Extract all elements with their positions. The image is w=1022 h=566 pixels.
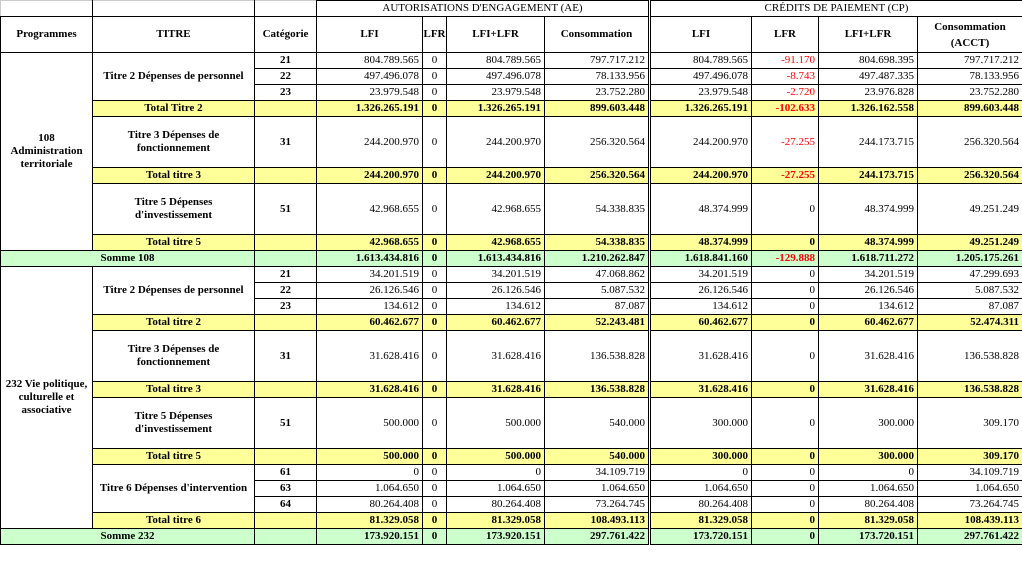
cell-ae-cons: 5.087.532 [545,283,650,299]
table-row [1,398,1022,449]
cell-ae-lfr: 0 [423,382,447,398]
cell-ae-tot: 1.064.650 [447,481,545,497]
cell-ae-lfr: 0 [423,184,447,235]
cell-ae-cons: 540.000 [545,398,650,449]
cell-ae-lfr: 0 [423,69,447,85]
cell-cp-lfi: 173.720.151 [650,529,752,545]
cell-cp-cons: 73.264.745 [918,497,1022,513]
cell-cp-tot: 23.976.828 [819,85,918,101]
cell-ae-lfi: 1.326.265.191 [317,101,423,117]
cell-ae-tot: 134.612 [447,299,545,315]
cell-cp-lfr: 0 [752,184,819,235]
col-cp-lfi: LFI [650,17,752,53]
program-label: 232 Vie politique, culturelle et associative [1,267,93,529]
cell-cp-lfi: 23.979.548 [650,85,752,101]
cell-ae-cons: 256.320.564 [545,168,650,184]
sum-label: Somme 108 [1,251,255,267]
cell-cp-lfr: -8.743 [752,69,819,85]
cell-ae-tot: 804.789.565 [447,53,545,69]
cell-ae-cons: 54.338.835 [545,184,650,235]
cell-cp-lfi: 134.612 [650,299,752,315]
cell-cp-lfi: 0 [650,465,752,481]
cell-cp-tot: 300.000 [819,449,918,465]
cell-ae-lfr: 0 [423,331,447,382]
cell-ae-lfi: 31.628.416 [317,331,423,382]
total-row [1,235,1022,251]
cell-ae-tot: 42.968.655 [447,184,545,235]
cell-cp-lfr: -129.888 [752,251,819,267]
cell-cp-tot: 34.201.519 [819,267,918,283]
cell-ae-tot: 80.264.408 [447,497,545,513]
sum-label: Somme 232 [1,529,255,545]
cell-ae-tot: 244.200.970 [447,168,545,184]
cell-cp-lfr: -91.170 [752,53,819,69]
cell-ae-lfi: 173.920.151 [317,529,423,545]
total-label: Total titre 3 [93,168,255,184]
cell-ae-lfi: 60.462.677 [317,315,423,331]
cell-ae-cons: 540.000 [545,449,650,465]
col-programmes: Programmes [1,17,93,53]
cell-cp-lfr: 0 [752,529,819,545]
total-category [255,513,317,529]
cell-cp-tot: 244.173.715 [819,117,918,168]
total-category [255,449,317,465]
cell-ae-lfr: 0 [423,85,447,101]
cell-cp-tot: 497.487.335 [819,69,918,85]
cell-ae-lfr: 0 [423,101,447,117]
cell-ae-tot: 1.326.265.191 [447,101,545,117]
titre-label: Titre 3 Dépenses de fonctionnement [93,331,255,382]
category-code: 51 [255,398,317,449]
cell-ae-tot: 31.628.416 [447,382,545,398]
cell-ae-lfi: 500.000 [317,449,423,465]
total-row [1,449,1022,465]
cell-cp-lfr: 0 [752,382,819,398]
col-categorie: Catégorie [255,17,317,53]
cell-cp-lfi: 244.200.970 [650,117,752,168]
cell-ae-tot: 497.496.078 [447,69,545,85]
cell-ae-tot: 42.968.655 [447,235,545,251]
cell-cp-tot: 300.000 [819,398,918,449]
category-code: 22 [255,283,317,299]
cell-ae-tot: 500.000 [447,398,545,449]
total-category [255,315,317,331]
cell-ae-lfr: 0 [423,251,447,267]
category-code: 31 [255,331,317,382]
cell-cp-tot: 244.173.715 [819,168,918,184]
cell-cp-cons: 309.170 [918,398,1022,449]
titre-label: Titre 5 Dépenses d'investissement [93,398,255,449]
cell-ae-lfi: 81.329.058 [317,513,423,529]
cell-cp-lfr: -27.255 [752,117,819,168]
cell-ae-lfi: 42.968.655 [317,235,423,251]
cell-cp-lfi: 48.374.999 [650,235,752,251]
cell-ae-lfi: 1.064.650 [317,481,423,497]
cell-cp-tot: 173.720.151 [819,529,918,545]
cell-ae-lfi: 0 [317,465,423,481]
cell-cp-tot: 81.329.058 [819,513,918,529]
column-header-row [1,17,1022,53]
cell-ae-tot: 26.126.546 [447,283,545,299]
total-category [255,382,317,398]
cell-cp-tot: 48.374.999 [819,235,918,251]
program-label: 108 Administration territoriale [1,53,93,251]
cell-ae-tot: 1.613.434.816 [447,251,545,267]
total-label: Total titre 2 [93,315,255,331]
cell-cp-lfi: 26.126.546 [650,283,752,299]
cell-ae-lfr: 0 [423,299,447,315]
cell-cp-lfi: 31.628.416 [650,331,752,382]
cell-ae-cons: 136.538.828 [545,382,650,398]
cell-ae-lfr: 0 [423,529,447,545]
cell-cp-tot: 804.698.395 [819,53,918,69]
col-ae-lfi: LFI [317,17,423,53]
cell-cp-cons: 797.717.212 [918,53,1022,69]
cell-cp-lfr: 0 [752,267,819,283]
table-row [1,267,1022,283]
cell-cp-cons: 136.538.828 [918,331,1022,382]
cell-cp-lfr: 0 [752,235,819,251]
cell-cp-lfi: 48.374.999 [650,184,752,235]
cell-cp-cons: 49.251.249 [918,184,1022,235]
cell-ae-lfr: 0 [423,267,447,283]
cell-ae-cons: 52.243.481 [545,315,650,331]
cell-cp-cons: 87.087 [918,299,1022,315]
cell-ae-lfr: 0 [423,513,447,529]
cell-cp-lfr: 0 [752,398,819,449]
category-code: 23 [255,85,317,101]
program-sum-row [1,529,1022,545]
cell-cp-lfr: -27.255 [752,168,819,184]
cell-ae-lfi: 26.126.546 [317,283,423,299]
cell-cp-lfr: 0 [752,513,819,529]
cell-ae-cons: 797.717.212 [545,53,650,69]
category-code: 64 [255,497,317,513]
category-code: 22 [255,69,317,85]
cell-cp-lfi: 1.618.841.160 [650,251,752,267]
cell-cp-lfi: 300.000 [650,449,752,465]
cell-cp-cons: 47.299.693 [918,267,1022,283]
cell-ae-tot: 60.462.677 [447,315,545,331]
cell-ae-cons: 47.068.862 [545,267,650,283]
cell-cp-cons: 136.538.828 [918,382,1022,398]
cell-cp-cons: 5.087.532 [918,283,1022,299]
cell-ae-tot: 81.329.058 [447,513,545,529]
category-code: 31 [255,117,317,168]
cell-ae-lfr: 0 [423,465,447,481]
cell-cp-lfr: 0 [752,315,819,331]
cell-ae-lfr: 0 [423,235,447,251]
cell-ae-tot: 244.200.970 [447,117,545,168]
cell-cp-cons: 256.320.564 [918,117,1022,168]
cell-cp-lfr: 0 [752,465,819,481]
cell-ae-lfr: 0 [423,449,447,465]
cell-cp-cons: 309.170 [918,449,1022,465]
cell-cp-lfi: 804.789.565 [650,53,752,69]
col-cp-lfr: LFR [752,17,819,53]
table-row [1,331,1022,382]
total-label: Total titre 5 [93,235,255,251]
cell-cp-lfr: 0 [752,481,819,497]
cell-ae-lfr: 0 [423,315,447,331]
col-titre: TITRE [93,17,255,53]
category-code: 63 [255,481,317,497]
cell-cp-lfr: -2.720 [752,85,819,101]
cell-cp-tot: 26.126.546 [819,283,918,299]
cell-cp-tot: 31.628.416 [819,331,918,382]
total-row [1,101,1022,117]
total-category [255,235,317,251]
total-row [1,382,1022,398]
cell-cp-tot: 134.612 [819,299,918,315]
cell-cp-cons: 49.251.249 [918,235,1022,251]
table-row [1,117,1022,168]
cell-cp-lfi: 244.200.970 [650,168,752,184]
cell-ae-tot: 500.000 [447,449,545,465]
cell-ae-lfr: 0 [423,283,447,299]
titre-label: Titre 2 Dépenses de personnel [93,267,255,315]
titre-label: Titre 5 Dépenses d'investissement [93,184,255,235]
category-code: 61 [255,465,317,481]
titre-label: Titre 2 Dépenses de personnel [93,53,255,101]
cell-ae-lfi: 23.979.548 [317,85,423,101]
cell-cp-cons: 108.439.113 [918,513,1022,529]
col-ae-conso: Consommation [545,17,650,53]
total-label: Total titre 6 [93,513,255,529]
cell-ae-lfr: 0 [423,117,447,168]
cell-cp-lfi: 34.201.519 [650,267,752,283]
cp-group-header: CRÉDITS DE PAIEMENT (CP) [650,1,1022,17]
cell-ae-lfi: 497.496.078 [317,69,423,85]
cell-cp-cons: 78.133.956 [918,69,1022,85]
cell-ae-cons: 899.603.448 [545,101,650,117]
category-code: 21 [255,267,317,283]
total-row [1,513,1022,529]
cell-ae-lfi: 500.000 [317,398,423,449]
cell-cp-cons: 297.761.422 [918,529,1022,545]
cell-ae-lfr: 0 [423,398,447,449]
cell-ae-cons: 1.210.262.847 [545,251,650,267]
cell-ae-tot: 34.201.519 [447,267,545,283]
cell-cp-tot: 48.374.999 [819,184,918,235]
cell-cp-cons: 52.474.311 [918,315,1022,331]
cell-ae-lfi: 31.628.416 [317,382,423,398]
cell-cp-tot: 80.264.408 [819,497,918,513]
cell-ae-cons: 136.538.828 [545,331,650,382]
cell-ae-lfi: 42.968.655 [317,184,423,235]
cell-ae-cons: 108.493.113 [545,513,650,529]
col-cp-lfi-lfr: LFI+LFR [819,17,918,53]
category-code: 23 [255,299,317,315]
cell-cp-tot: 31.628.416 [819,382,918,398]
cell-ae-tot: 23.979.548 [447,85,545,101]
category-code: 51 [255,184,317,235]
cell-cp-cons: 256.320.564 [918,168,1022,184]
table-row [1,184,1022,235]
cell-cp-lfr: 0 [752,497,819,513]
table-row [1,465,1022,481]
cell-cp-lfi: 31.628.416 [650,382,752,398]
cell-cp-lfi: 1.064.650 [650,481,752,497]
cell-ae-tot: 0 [447,465,545,481]
cell-ae-lfr: 0 [423,481,447,497]
cell-ae-lfr: 0 [423,168,447,184]
cell-ae-tot: 31.628.416 [447,331,545,382]
total-row [1,168,1022,184]
cell-ae-cons: 256.320.564 [545,117,650,168]
sum-category [255,251,317,267]
cell-ae-lfi: 244.200.970 [317,168,423,184]
total-row [1,315,1022,331]
sum-category [255,529,317,545]
cell-cp-tot: 1.326.162.558 [819,101,918,117]
cell-ae-lfi: 34.201.519 [317,267,423,283]
titre-label: Titre 3 Dépenses de fonctionnement [93,117,255,168]
cell-ae-lfi: 80.264.408 [317,497,423,513]
category-code: 21 [255,53,317,69]
cell-cp-lfi: 497.496.078 [650,69,752,85]
cell-ae-lfi: 134.612 [317,299,423,315]
cell-ae-lfi: 244.200.970 [317,117,423,168]
cell-cp-lfr: 0 [752,299,819,315]
cell-ae-cons: 78.133.956 [545,69,650,85]
cell-cp-cons: 899.603.448 [918,101,1022,117]
cell-ae-lfi: 804.789.565 [317,53,423,69]
table-row [1,53,1022,69]
total-label: Total Titre 2 [93,101,255,117]
cell-cp-lfi: 300.000 [650,398,752,449]
cell-cp-lfr: 0 [752,331,819,382]
cell-ae-lfr: 0 [423,497,447,513]
cell-cp-lfi: 1.326.265.191 [650,101,752,117]
cell-cp-tot: 60.462.677 [819,315,918,331]
col-cp-conso: Consommation (ACCT) [918,17,1022,53]
cell-cp-tot: 1.064.650 [819,481,918,497]
cell-cp-cons: 34.109.719 [918,465,1022,481]
total-category [255,101,317,117]
group-header-row [1,1,1022,17]
cell-cp-lfi: 60.462.677 [650,315,752,331]
cell-cp-tot: 0 [819,465,918,481]
cell-cp-cons: 1.064.650 [918,481,1022,497]
cell-ae-cons: 297.761.422 [545,529,650,545]
cell-ae-cons: 1.064.650 [545,481,650,497]
total-category [255,168,317,184]
col-ae-lfr: LFR [423,17,447,53]
program-sum-row [1,251,1022,267]
cell-ae-cons: 54.338.835 [545,235,650,251]
cell-cp-tot: 1.618.711.272 [819,251,918,267]
cell-ae-cons: 23.752.280 [545,85,650,101]
cell-cp-lfi: 80.264.408 [650,497,752,513]
cell-cp-lfr: 0 [752,283,819,299]
cell-ae-tot: 173.920.151 [447,529,545,545]
titre-label: Titre 6 Dépenses d'intervention [93,465,255,513]
cell-ae-cons: 87.087 [545,299,650,315]
cell-cp-lfr: -102.633 [752,101,819,117]
cell-ae-lfi: 1.613.434.816 [317,251,423,267]
cell-cp-lfi: 81.329.058 [650,513,752,529]
cell-cp-cons: 23.752.280 [918,85,1022,101]
cell-ae-cons: 34.109.719 [545,465,650,481]
cell-ae-cons: 73.264.745 [545,497,650,513]
cell-ae-lfr: 0 [423,53,447,69]
ae-group-header: AUTORISATIONS D'ENGAGEMENT (AE) [317,1,650,17]
total-label: Total titre 5 [93,449,255,465]
total-label: Total titre 3 [93,382,255,398]
cell-cp-cons: 1.205.175.261 [918,251,1022,267]
col-ae-lfi-lfr: LFI+LFR [447,17,545,53]
cell-cp-lfr: 0 [752,449,819,465]
